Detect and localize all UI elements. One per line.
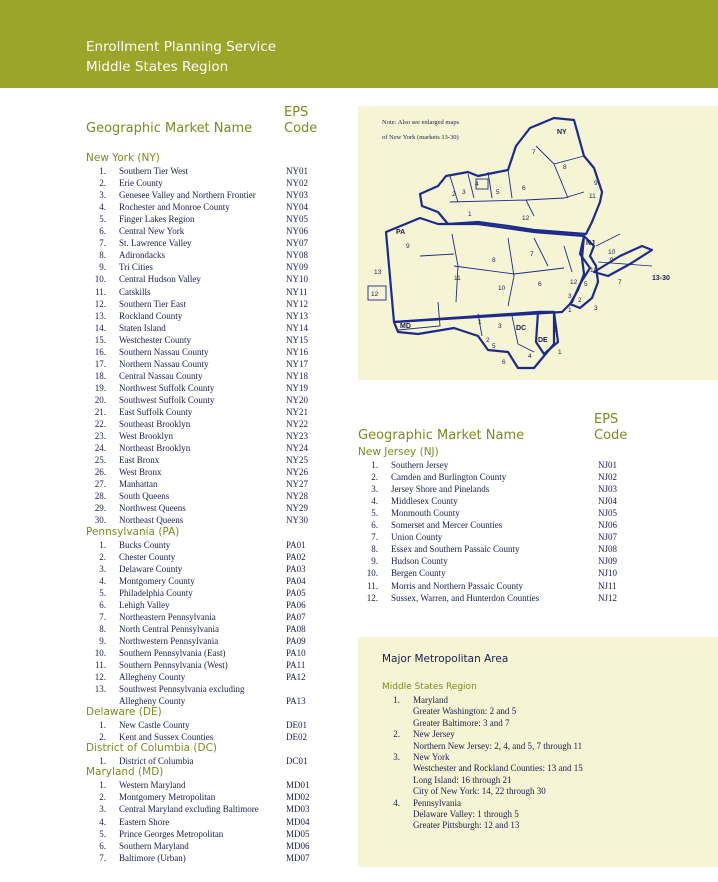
metro-number: 3. [393,752,400,762]
metro-text: Greater Pittsburgh: 12 and 13 [413,820,520,831]
market-name-header-right: Geographic Market Name [358,428,525,443]
metro-subtitle: Middle States Region [382,682,477,692]
map-label-nj: NJ [586,240,595,247]
market-number: 11. [95,660,106,670]
market-name: Northern Nassau County [119,358,209,369]
market-code: NY08 [286,250,308,261]
market-number: 6. [99,226,106,237]
market-name: Rochester and Monroe County [119,202,230,213]
market-name: Camden and Burlington County [391,472,507,483]
market-name: Rockland County [119,310,183,321]
market-code: PA11 [286,660,306,670]
market-code: NY16 [286,346,308,357]
market-code: NJ07 [598,532,618,543]
market-code: NY01 [286,166,308,176]
market-name: Erie County [119,178,163,189]
market-code: MD01 [286,780,310,791]
market-number: 27. [94,479,106,490]
market-number: 3. [99,563,106,574]
map-label-md: MD [400,323,411,330]
market-code: NY29 [286,503,308,514]
market-name: Somerset and Mercer Counties [391,520,503,531]
market-name: Central New York [119,226,185,237]
market-number: 5. [99,828,106,839]
code-header: Code [284,121,318,136]
market-code: NY22 [286,419,308,430]
market-number: 5. [99,587,106,598]
long-island-outline [594,246,652,276]
market-code: NY04 [286,202,308,213]
market-code: PA09 [286,635,306,646]
market-name: Union County [391,532,443,543]
market-code: MD05 [286,828,310,839]
market-name: Sussex, Warren, and Hunterdon Counties [391,592,540,603]
market-code: NY10 [286,274,308,285]
svg-text:3: 3 [568,293,572,300]
market-name: Delaware County [119,563,183,574]
market-number: 1. [99,720,106,731]
pa-outline [386,218,590,322]
market-code: NY14 [286,322,308,333]
market-code: NY11 [286,286,308,297]
svg-text:10: 10 [608,249,616,256]
market-name: Lehigh Valley [119,599,170,610]
market-number: 23. [94,431,106,442]
market-name: Southern Nassau County [119,346,209,357]
map-label-de: DE [538,337,548,344]
market-code: MD04 [286,816,310,827]
market-number: 8. [99,623,106,634]
market-number: 18. [94,370,106,381]
market-number: 1. [371,460,378,470]
metro-text: New Jersey [413,729,455,740]
map-note-line1: Note: Also see enlarged maps [382,119,460,126]
market-number: 1. [99,780,106,791]
region-map [358,106,718,380]
market-name: East Suffolk County [119,407,193,417]
market-number: 1. [99,166,106,176]
market-number: 9. [371,556,378,567]
svg-text:6: 6 [538,281,542,288]
svg-text:10: 10 [590,267,598,274]
market-number: 25. [94,455,106,466]
market-name: Middlesex County [391,496,458,507]
market-number: 11. [95,286,106,297]
market-number: 5. [99,214,106,225]
svg-text:9: 9 [406,243,410,250]
svg-text:2: 2 [452,191,456,198]
market-name: Chester County [119,551,176,562]
metro-area-panel [358,637,718,867]
market-code: MD06 [286,840,310,851]
svg-text:5: 5 [584,281,588,288]
market-code: PA06 [286,599,306,610]
market-name: Eastern Shore [119,816,170,827]
svg-text:12: 12 [522,215,530,222]
market-code: PA01 [286,539,306,550]
market-name: Adirondacks [119,250,165,261]
market-number: 13. [94,684,106,695]
svg-text:11: 11 [454,275,461,282]
market-code: PA10 [286,647,306,658]
market-name: Morris and Northern Passaic County [391,580,523,591]
svg-text:3: 3 [462,189,466,196]
market-number: 10. [94,274,106,285]
market-number: 2. [99,178,106,189]
market-code: NY09 [286,262,308,273]
market-code: NY27 [286,479,308,490]
metro-title: Major Metropolitan Area [382,653,509,665]
market-name: Central Maryland excluding Baltimore [119,804,259,815]
market-name: Tri Cities [119,262,153,273]
metro-text: New York [413,752,450,762]
svg-text:1: 1 [568,307,572,314]
market-name: Catskills [119,286,151,297]
market-number: 3. [371,484,378,495]
market-code: NY06 [286,226,308,237]
map-label-dc: DC [516,325,527,332]
market-name: Manhattan [119,479,158,490]
svg-text:10: 10 [498,285,506,292]
market-number: 4. [371,496,378,507]
market-name: Northeast Brooklyn [119,443,191,454]
market-name: Finger Lakes Region [119,214,195,225]
map-note-line2: of New York (markets 13-30) [382,134,459,141]
market-name: Bergen County [391,568,446,579]
market-name: Northwest Suffolk County [119,382,215,393]
market-number: 6. [371,520,378,531]
market-code: PA07 [286,611,306,622]
metro-text: Long Island: 16 through 21 [413,774,512,785]
metro-number: 4. [393,797,400,808]
eps-label: EPS [284,105,309,120]
market-code: NJ10 [598,568,618,579]
market-code: NY05 [286,214,308,225]
market-name: Westchester County [119,334,192,345]
market-number: 17. [94,358,106,369]
market-number: 7. [99,852,106,863]
svg-text:2: 2 [486,337,490,344]
svg-text:9: 9 [610,257,614,264]
svg-text:7: 7 [532,149,536,156]
market-name: Southern Pennsylvania (East) [119,647,226,658]
map-label-pa: PA [396,229,406,236]
market-code: NY12 [286,298,308,309]
svg-text:5: 5 [492,343,496,350]
market-name: West Brooklyn [119,431,174,442]
metro-text: Greater Baltimore: 3 and 7 [413,717,510,728]
left-section-title: Maryland (MD) [86,766,164,779]
market-name: Prince Georges Metropolitan [119,828,224,839]
market-code: PA02 [286,551,306,562]
market-number: 6. [99,840,106,851]
market-name: Montgomery Metropolitan [119,792,216,803]
market-code: NJ12 [598,592,618,603]
banner-title: Enrollment Planning Service [86,39,277,55]
ny-outline [420,118,602,234]
market-number: 3. [99,804,106,815]
market-code: PA03 [286,563,306,574]
left-section-title: Delaware (DE) [86,706,162,719]
market-number: 24. [94,443,106,454]
svg-text:8: 8 [563,164,567,171]
market-number: 14. [94,322,106,333]
map-label-ny: NY [557,129,567,136]
market-code: NY02 [286,178,308,189]
market-number: 4. [99,816,106,827]
market-number: 30. [94,515,106,526]
svg-text:6: 6 [522,185,526,192]
market-number: 3. [99,190,106,201]
market-number: 13. [94,310,106,321]
market-name: Northwestern Pennsylvania [119,635,219,646]
left-section-title: District of Columbia (DC) [86,742,218,755]
market-code: NY30 [286,515,308,526]
market-code: NY03 [286,190,308,201]
metro-text: Delaware Valley: 1 through 5 [413,809,519,819]
market-code: NJ02 [598,472,618,483]
left-section-title: New York (NY) [86,152,160,164]
market-code: NY21 [286,407,308,417]
market-code: NY24 [286,443,308,454]
market-code: MD03 [286,804,310,815]
metro-text: Greater Washington: 2 and 5 [413,706,517,717]
market-code: NJ03 [598,484,618,495]
svg-text:1: 1 [558,349,562,356]
metro-text: Pennsylvania [413,797,461,808]
market-number: 2. [99,551,106,562]
market-number: 12. [94,298,106,309]
market-name: South Queens [119,491,170,502]
market-number: 7. [371,532,378,543]
market-name: Philadelphia County [119,587,193,598]
market-code: NJ05 [598,508,618,519]
svg-text:8: 8 [492,257,496,264]
market-number: 2. [99,732,106,743]
market-name: Central Hudson Valley [119,274,201,285]
market-number: 7. [99,611,106,622]
svg-text:2: 2 [578,297,582,304]
market-name: North Central Pennsylvania [119,623,219,634]
market-code: NJ09 [598,556,618,567]
market-name: Southwest Suffolk County [119,394,215,405]
metro-number: 1. [393,695,400,705]
market-code: DC01 [286,756,308,767]
svg-text:11: 11 [589,193,596,200]
market-name: Staten Island [119,322,166,333]
market-code: NY15 [286,334,308,345]
right-section-title: New Jersey (NJ) [358,446,439,458]
market-number: 10. [366,568,378,579]
market-number: 8. [371,544,378,555]
market-code: DE02 [286,732,307,743]
map-label-13-30: 13-30 [652,275,670,282]
market-code: NY13 [286,310,308,321]
market-name-header: Geographic Market Name [86,121,253,136]
market-number: 2. [371,472,378,483]
svg-text:9: 9 [594,180,598,187]
market-name: Baltimore (Urban) [119,852,186,863]
svg-text:1: 1 [478,319,482,326]
market-name: Northeastern Pennsylvania [119,611,216,622]
market-code: NY20 [286,394,308,405]
header-banner [0,0,718,88]
svg-text:5: 5 [496,189,500,196]
market-code: NY25 [286,455,308,466]
market-code: MD07 [286,852,310,863]
svg-text:4: 4 [528,353,532,360]
market-name: Jersey Shore and Pinelands [391,484,490,495]
market-name: New Castle County [119,720,190,731]
svg-text:7: 7 [530,251,534,258]
market-number: 20. [94,394,106,405]
market-number: 10. [94,647,106,658]
market-name: Monmouth County [391,508,460,519]
market-number: 8. [99,250,106,261]
region-map-panel [358,106,718,380]
market-name: Western Maryland [119,780,186,791]
market-code: PA13 [286,696,306,707]
market-number: 29. [94,503,106,514]
market-name: Southern Pennsylvania (West) [119,660,228,670]
left-section-title: Pennsylvania (PA) [86,525,180,538]
market-number: 2. [99,792,106,803]
market-name: Montgomery County [119,575,195,586]
market-number: 11. [367,580,378,591]
market-name: Southern Jersey [391,460,449,470]
market-number: 4. [99,202,106,213]
market-number: 22. [94,419,106,430]
market-code: NJ06 [598,520,618,531]
market-number: 4. [99,575,106,586]
banner-subtitle: Middle States Region [86,59,229,75]
market-number: 19. [94,382,106,393]
market-code: NY07 [286,238,308,249]
code-header-right: Code [594,428,628,443]
svg-text:7: 7 [618,279,622,286]
eps-label-right: EPS [594,412,619,427]
svg-text:12: 12 [371,291,379,298]
market-name: District of Columbia [119,756,194,767]
market-name: Essex and Southern Passaic County [391,544,520,555]
market-number: 9. [99,262,106,273]
market-number: 12. [94,672,106,683]
svg-text:3: 3 [498,323,502,330]
market-code: NY26 [286,467,308,478]
market-number: 16. [94,346,106,357]
market-code: NY28 [286,491,308,502]
market-number: 5. [371,508,378,519]
metro-text: City of New York: 14, 22 through 30 [413,786,546,797]
market-name: Allegheny County [119,672,186,683]
market-name: St. Lawrence Valley [119,238,192,249]
market-name: West Bronx [119,467,162,478]
market-name: Hudson County [391,556,448,567]
metro-text: Northern New Jersey: 2, 4, and 5, 7 through 11 [413,740,583,751]
market-number: 21. [94,407,106,417]
market-number: 28. [94,491,106,502]
market-number: 15. [94,334,106,345]
svg-text:12: 12 [570,279,578,286]
market-name: Southern Tier East [119,298,187,309]
market-name: Northeast Queens [119,515,184,526]
market-name: Central Nassau County [119,370,203,381]
market-code: NY19 [286,382,308,393]
metro-text: Westchester and Rockland Counties: 13 and 15 [413,763,583,774]
market-code: NY23 [286,431,308,442]
market-name: Southern Maryland [119,840,189,851]
market-name: Bucks County [119,539,171,550]
market-number: 26. [94,467,106,478]
market-code: NY18 [286,370,308,381]
metro-number: 2. [393,729,400,740]
market-name: Genesee Valley and Northern Frontier [119,190,256,201]
svg-text:3: 3 [594,305,598,312]
market-code: NJ01 [598,460,618,470]
market-name: Kent and Sussex Counties [119,732,214,743]
market-name: Southern Tier West [119,166,189,176]
market-code: DE01 [286,720,307,731]
market-number: 1. [99,539,106,550]
market-code: NJ08 [598,544,618,555]
market-name-cont: Allegheny County [119,696,186,707]
market-code: NJ04 [598,496,618,507]
svg-text:6: 6 [502,359,506,366]
market-number: 1. [99,756,106,767]
metro-text: Maryland [413,695,448,705]
svg-text:13: 13 [374,269,382,276]
market-name: Southwest Pennsylvania excluding [119,684,245,695]
svg-text:2: 2 [554,327,558,334]
svg-text:1: 1 [468,211,472,218]
market-number: 7. [99,238,106,249]
market-number: 9. [99,635,106,646]
market-code: PA12 [286,672,306,683]
market-code: PA08 [286,623,306,634]
market-number: 6. [99,599,106,610]
market-name: Southeast Brooklyn [119,419,191,430]
market-code: PA04 [286,575,306,586]
market-code: NY17 [286,358,308,369]
svg-text:4: 4 [475,181,479,188]
market-name: Northwest Queens [119,503,186,514]
market-number: 12. [366,592,378,603]
market-code: MD02 [286,792,310,803]
market-name: East Bronx [119,455,160,466]
market-code: PA05 [286,587,306,598]
market-code: NJ11 [598,580,617,591]
